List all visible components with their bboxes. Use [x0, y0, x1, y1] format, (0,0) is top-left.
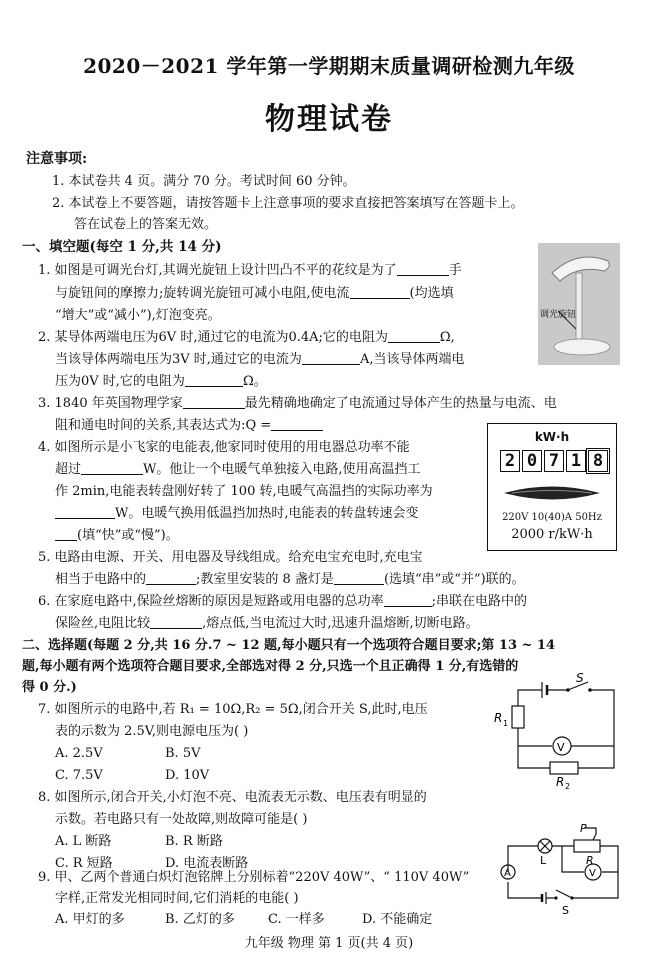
- meter-digit: 7: [544, 450, 564, 472]
- q9-line2: 字样,正常发光相同时间,它们消耗的电能( ): [55, 891, 299, 906]
- note-2: 2. 本试卷上不要答题，请按答题卡上注意事项的要求直接把答案填写在答题卡上。: [52, 196, 524, 211]
- q9-line1: 9. 甲、乙两个普通白炽灯泡铭牌上分别标着“220V 40W”、“ 110V 40W”: [38, 870, 470, 885]
- meter-disc-icon: [502, 482, 602, 504]
- q6-line1: 6. 在家庭电路中,保险丝熔断的原因是短路或用电器的总功率 ;串联在电路中的: [38, 594, 528, 609]
- lamp-knob-label: 调光旋钮: [540, 310, 577, 320]
- desk-lamp-figure: [538, 243, 620, 365]
- switch-label-q8: S: [562, 904, 569, 917]
- q4-line2: 超过 W。他让一个电暖气单独接入电路,使用高温挡工: [55, 462, 421, 477]
- section2-heading-2: 题,每小题有两个选项符合题目要求,全部选对得 2 分,只选一个且正确得 1 分,有选错的: [22, 659, 519, 674]
- rheostat-label: R: [586, 854, 594, 867]
- q3-line2: 阻和通电时间的关系,其表达式为:Q =: [55, 416, 323, 435]
- q8-line1: 8. 如图所示,闭合开关,小灯泡不亮、电流表无示数、电压表有明显的: [38, 790, 427, 805]
- meter-digit: 0: [522, 450, 542, 472]
- q8-option-a: A. L 断路: [55, 834, 112, 849]
- q4-line3: 作 2min,电能表转盘刚好转了 100 转,电暖气高温挡的实际功率为: [55, 484, 433, 499]
- meter-spec: 220V 10(40)A 50Hz: [502, 512, 602, 523]
- q7-option-d: D. 10V: [165, 768, 210, 783]
- q5-line2: 相当于电路中的 ;教室里安装的 8 盏灯是 (选填“串”或“并”)联的。: [55, 572, 525, 587]
- slider-label: P: [580, 822, 587, 835]
- q6-line2: 保险丝,电阻比较 ,熔点低,当电流过大时,迅速升温熔断,切断电路。: [55, 616, 479, 631]
- meter-digit: 2: [500, 450, 520, 472]
- q1-line2: 与旋钮间的摩擦力;旋转调光旋钮可减小电阻,使电流 (均选填: [55, 286, 454, 301]
- desk-lamp-icon: [538, 243, 620, 365]
- lamp-label: L: [540, 854, 547, 867]
- note-2-cont: 答在试卷上的答案无效。: [74, 217, 218, 232]
- q9-option-b: B. 乙灯的多: [165, 912, 235, 927]
- q1-line3: “增大”或“减小”),灯泡变亮。: [55, 308, 221, 323]
- q9-option-a: A. 甲灯的多: [55, 912, 125, 927]
- q8-option-d: D. 电流表断路: [165, 856, 249, 871]
- q7-option-a: A. 2.5V: [55, 746, 103, 761]
- exam-subtitle: 物理试卷: [265, 102, 393, 137]
- circuit-diagram-q8: [500, 822, 630, 918]
- energy-meter-figure: [487, 423, 617, 551]
- section2-heading-3: 得 0 分.): [22, 680, 77, 695]
- notes-heading: 注意事项:: [26, 151, 88, 167]
- q4-line4: W。电暖气换用低温挡加热时,电能表的转盘转速会变: [55, 504, 419, 523]
- q1-line1: 1. 如图是可调光台灯,其调光旋钮上设计凹凸不平的花纹是为了 手: [38, 263, 462, 278]
- r2-subscript: 2: [565, 782, 571, 790]
- q2-line2: 当该导体两端电压为3V 时,通过它的电流为 A,当该导体两端电: [55, 352, 465, 367]
- circuit-diagram-q7: [490, 672, 630, 790]
- section2-heading-1: 二、选择题(每题 2 分,共 16 分.7 ~ 12 题,每小题只有一个选项符合题目要求;第 13 ~ 14: [22, 638, 556, 653]
- meter-unit: kW·h: [534, 430, 570, 444]
- q5-line1: 5. 电路由电源、开关、用电器及导线组成。给充电宝充电时,充电宝: [38, 550, 423, 565]
- q8-line2: 示数。若电路只有一处故障,则故障可能是( ): [55, 812, 308, 827]
- voltmeter-label-q8: V: [589, 868, 596, 879]
- q9-option-d: D. 不能确定: [362, 912, 433, 927]
- q7-line2: 表的示数为 2.5V,则电源电压为( ): [55, 724, 249, 739]
- q2-line3: 压为0V 时,它的电阻为 Ω。: [55, 374, 267, 389]
- section1-heading: 一、填空题(每空 1 分,共 14 分): [22, 239, 222, 255]
- switch-label: S: [576, 672, 584, 685]
- q4-line1: 4. 如图所示是小飞家的电能表,他家同时使用的用电器总功率不能: [38, 440, 410, 455]
- q3-line1: 3. 1840 年英国物理学家 最先精确地确定了电流通过导体产生的热量与电流、电: [38, 396, 557, 411]
- meter-revolutions: 2000 r/kW·h: [511, 527, 593, 542]
- meter-digits: [500, 450, 608, 472]
- q8-option-c: C. R 短路: [55, 856, 113, 871]
- r2-label: R: [556, 775, 565, 789]
- r1-subscript: 1: [503, 719, 509, 728]
- page-footer: 九年级 物理 第 1 页(共 4 页): [244, 936, 414, 951]
- q7-option-c: C. 7.5V: [55, 768, 103, 783]
- ammeter-label: A: [504, 868, 511, 879]
- q8-option-b: B. R 断路: [165, 834, 223, 849]
- note-1: 1. 本试卷共 4 页。满分 70 分。考试时间 60 分钟。: [52, 174, 356, 189]
- r1-label: R: [494, 711, 503, 725]
- q7-option-b: B. 5V: [165, 746, 201, 761]
- q2-line1: 2. 某导体两端电压为6V 时,通过它的电流为0.4A;它的电阻为 Ω,: [38, 330, 455, 345]
- q7-line1: 7. 如图所示的电路中,若 R₁ = 10Ω,R₂ = 5Ω,闭合开关 S,此时,电压: [38, 702, 428, 717]
- meter-digit-decimal: 8: [588, 450, 608, 472]
- meter-digit: 1: [566, 450, 586, 472]
- exam-header-title: 2020－2021 学年第一学期期末质量调研检测九年级: [83, 54, 575, 78]
- q9-option-c: C. 一样多: [268, 912, 325, 927]
- q4-line5: (填“快”或“慢”)。: [55, 526, 179, 545]
- voltmeter-label: V: [557, 741, 565, 754]
